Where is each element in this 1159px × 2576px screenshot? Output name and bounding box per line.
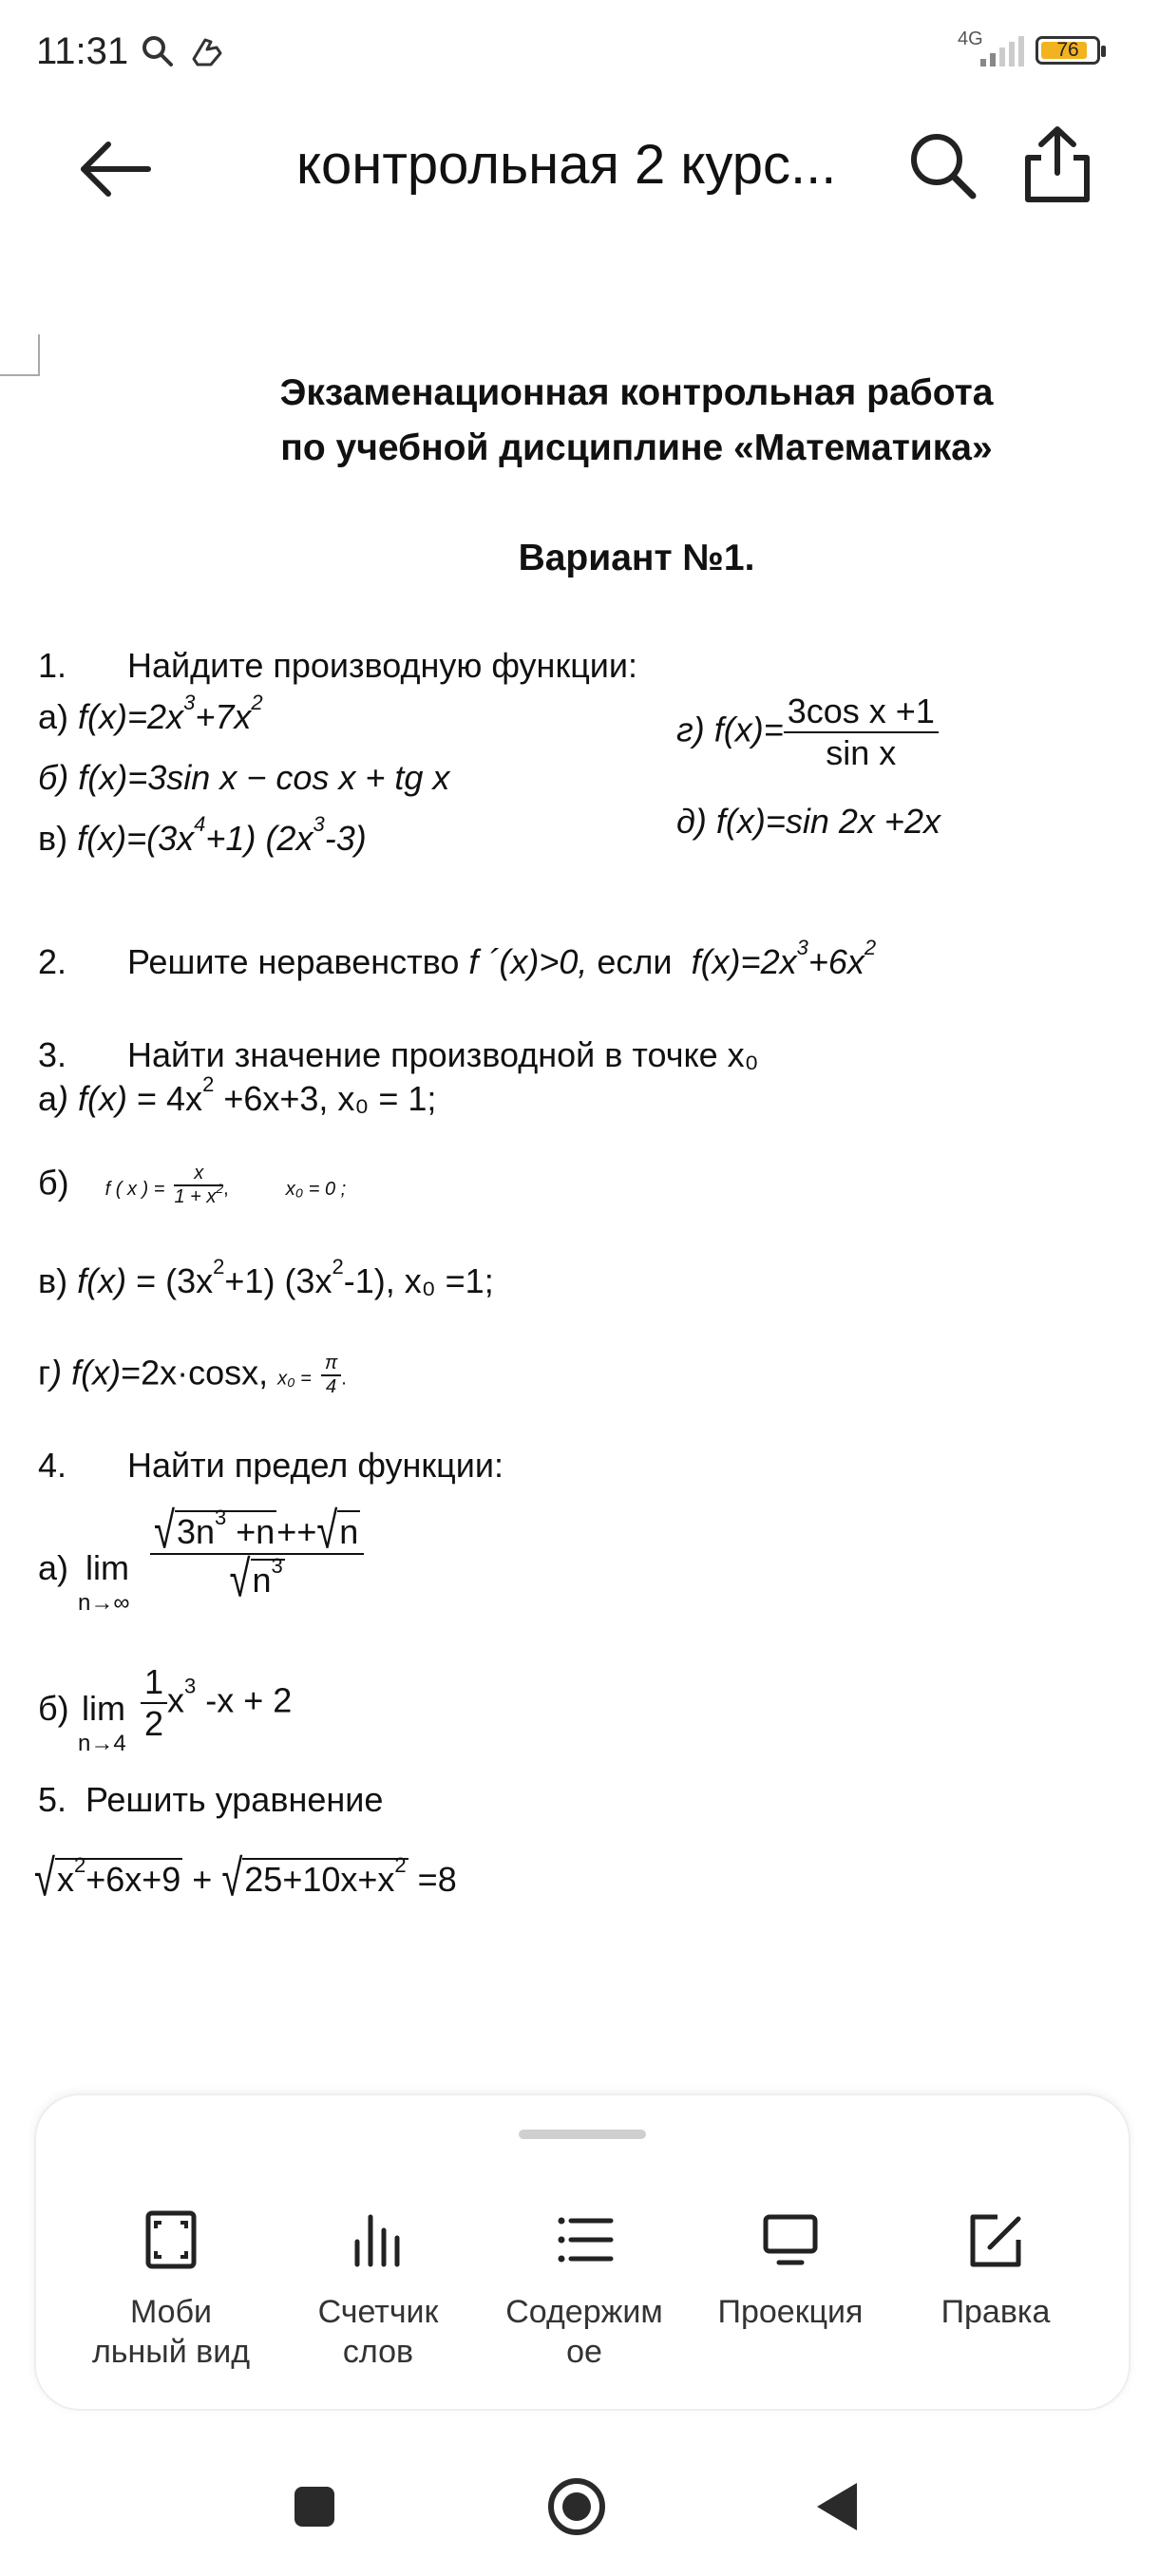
q4-a-lim: lim: [86, 1548, 129, 1587]
q3-b-point: x₀ = 0 ;: [285, 1178, 347, 1200]
page-corner-mark: [0, 334, 40, 376]
back-nav-icon[interactable]: [815, 2481, 859, 2532]
q2-if: если: [597, 942, 673, 981]
home-icon[interactable]: [547, 2477, 606, 2536]
hand-notification-icon: [186, 32, 228, 70]
q4-text: Найти предел функции:: [127, 1446, 504, 1485]
q3-g-denominator: 4: [326, 1376, 337, 1397]
search-notification-icon: [139, 32, 177, 70]
system-navigation-bar: [0, 2432, 1159, 2576]
q4-b-prefix: б): [38, 1689, 69, 1728]
q4-a-expression: $\frac{√3n^3 +n++√n}{√n^3}$: [150, 1510, 364, 1601]
q1-text: Найдите производную функции:: [127, 646, 638, 685]
contents-button[interactable]: [489, 2209, 679, 2372]
projection-icon: [760, 2209, 821, 2270]
bottom-toolbar-sheet: [34, 2093, 1130, 2411]
q1-item-v: в) $f(x)=(3x^4+1)$ $(2x^3-3)$: [38, 812, 367, 858]
heading-line-1: Экзаменационная контрольная работа: [279, 372, 994, 413]
edit-button[interactable]: [901, 2209, 1091, 2332]
q4-a-subscript: n→∞: [78, 1590, 130, 1616]
signal-icon: [978, 36, 1028, 68]
q4-b-expression: $\frac{1}{2}$ $x^3$ -x + 2: [141, 1662, 292, 1744]
projection-button[interactable]: [695, 2209, 885, 2332]
battery-level: 76: [1056, 39, 1079, 61]
q4-b-lim: lim: [82, 1689, 125, 1728]
mobile-view-icon: [141, 2209, 201, 2270]
mobile-view-button[interactable]: [76, 2209, 266, 2372]
edit-icon: [965, 2209, 1026, 2270]
q4-b-subscript: n→4: [78, 1731, 126, 1756]
projection-label: Проекция: [717, 2294, 864, 2330]
document-title: контрольная 2 курс...: [296, 134, 837, 196]
q1-item-a: а) $f(x)=2x^3+7x^2$: [38, 691, 263, 736]
q4-number: 4.: [38, 1446, 67, 1485]
status-bar: [0, 0, 1159, 104]
q3-g-point-label: x₀ =: [277, 1368, 312, 1390]
search-icon[interactable]: [904, 127, 980, 203]
sheet-drag-handle[interactable]: [519, 2130, 646, 2139]
q2-number: 2.: [38, 942, 67, 981]
q1-g-numerator: 3cos x +1: [784, 691, 939, 733]
edit-label: Правка: [940, 2294, 1051, 2330]
q1-item-d: д) f(x)=sin 2x +2x: [676, 802, 940, 841]
battery-icon: [1036, 36, 1100, 65]
q5-equation: $√x^2+6x+9 + √25+10x+x^2 =8$: [34, 1850, 457, 1907]
q3-number: 3.: [38, 1035, 67, 1074]
share-icon[interactable]: [1018, 123, 1096, 205]
q5-text: Решить уравнение: [86, 1780, 384, 1819]
q1-item-g: [676, 691, 939, 773]
word-count-icon: [348, 2209, 408, 2270]
back-arrow-icon[interactable]: [76, 131, 152, 207]
q3-text: Найти значение производной в точке x₀: [127, 1035, 759, 1074]
q1-number: 1.: [38, 646, 67, 685]
q2-condition: f ´(x)>0,: [468, 942, 588, 981]
q3-g-numerator: π: [321, 1353, 341, 1376]
q1-item-b: б) f(x)=3sin x − cos x + tg x: [38, 758, 450, 797]
q2-text: Решите неравенство f ´(x)>0, если $f(x)=2x^3+6x^2$: [127, 936, 877, 981]
q3-item-v: в) $f(x) = (3x^2+1)$ $(3x^2-1)$, x₀ =1;: [38, 1255, 494, 1300]
recents-icon[interactable]: [293, 2485, 336, 2529]
q3-b-prefix: б): [38, 1163, 69, 1203]
network-type: 4G: [958, 28, 983, 49]
q1-g-denominator: sin x: [826, 733, 897, 772]
word-count-button[interactable]: [283, 2209, 473, 2372]
document-view[interactable]: [0, 247, 1159, 2071]
q5-number: 5.: [38, 1780, 67, 1819]
word-count-label: Счетчик слов: [317, 2294, 439, 2370]
q3-item-b: б) f ( x ) = $\frac{x}{1 + x^2}$ , x₀ = 0 ;: [38, 1163, 347, 1207]
contents-icon: [554, 2209, 615, 2270]
clock: 11:31: [36, 30, 129, 72]
mobile-view-label: Моби льный вид: [91, 2294, 251, 2370]
contents-label: Содержим ое: [505, 2294, 663, 2370]
q4-a-prefix: а): [38, 1548, 69, 1587]
q3-item-g: г) f(x)=2x·cosx, x₀ = $\frac{\pi}{4}$ .: [38, 1353, 347, 1397]
q1-a-prefix: а): [38, 697, 69, 736]
app-bar: [0, 104, 1159, 247]
q3-item-a: а) $f(x) = 4x^2 +6x+3$, x₀ = 1;: [38, 1072, 437, 1118]
q2-instruction: Решите неравенство: [127, 942, 460, 981]
q1-v-prefix: в): [38, 819, 68, 858]
variant-title: Вариант №1.: [518, 538, 755, 578]
q1-g-prefix: г) f(x)=: [676, 710, 784, 749]
heading-line-2: по учебной дисциплине «Математика»: [280, 427, 993, 468]
